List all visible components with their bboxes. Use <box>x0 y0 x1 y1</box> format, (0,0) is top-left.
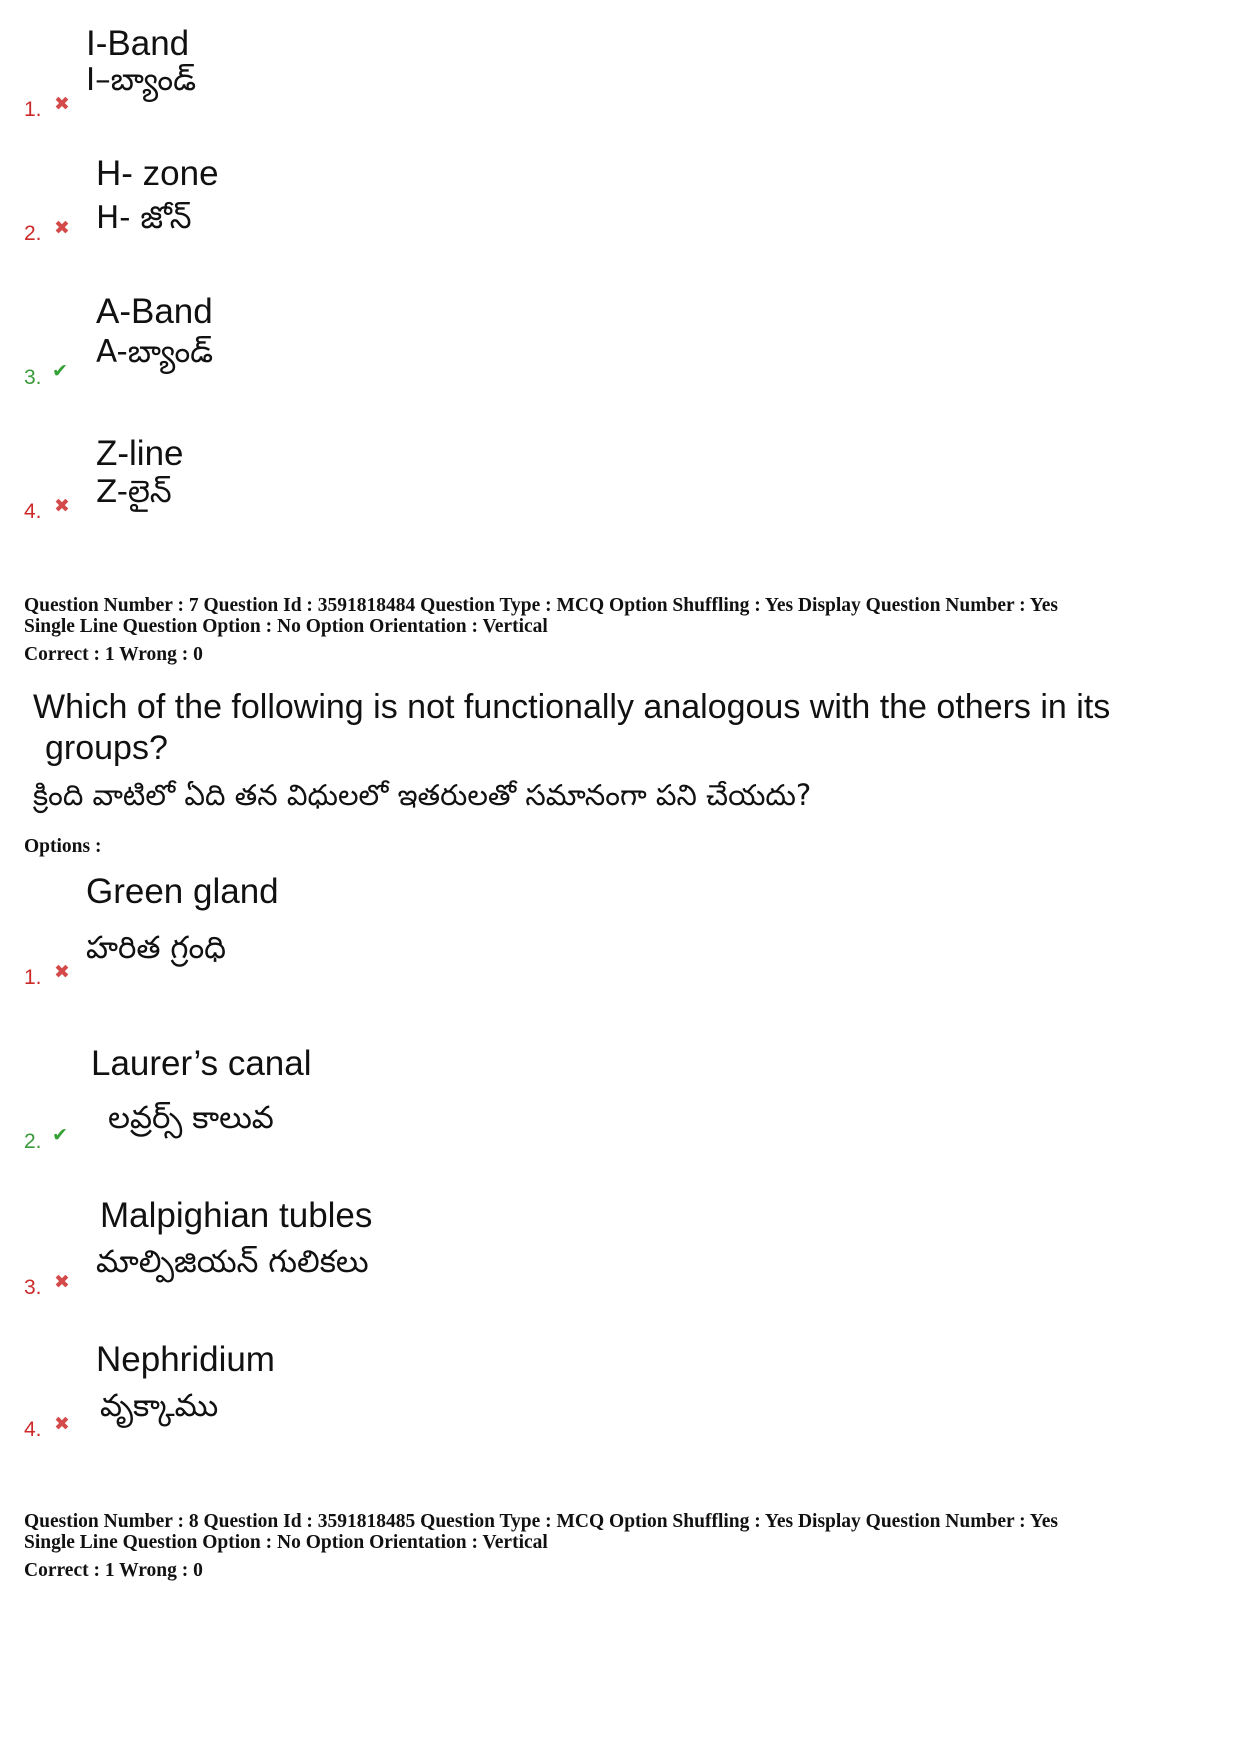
option-text-en: Malpighian tubles <box>100 1196 373 1235</box>
wrong-mark-icon: ✖ <box>54 961 70 983</box>
option-text-en: Laurer’s canal <box>91 1044 312 1083</box>
wrong-mark-icon: ✖ <box>54 1413 70 1435</box>
option-number: 4. <box>24 500 42 523</box>
option-text-te: A-బ్యాండ్ <box>96 334 214 370</box>
question-marks: Correct : 1 Wrong : 0 <box>24 1560 203 1581</box>
option-text-en: H- zone <box>96 154 219 193</box>
question-meta-line-2: Single Line Question Option : No Option Orientation : Vertical <box>24 1532 548 1553</box>
question-meta-line-1: Question Number : 7 Question Id : 3591818484 Question Type : MCQ Option Shuffling : Yes Display Question Number : Yes <box>24 595 1058 616</box>
correct-check-icon: ✔ <box>52 360 68 382</box>
option-number: 3. <box>24 1276 42 1299</box>
question-text-te: క్రింది వాటిలో ఏది తన విధులలో ఇతరులతో సమానంగా పని చేయదు? <box>33 778 812 812</box>
option-number: 1. <box>24 98 42 121</box>
wrong-mark-icon: ✖ <box>54 1271 70 1293</box>
option-text-te: H- జోన్ <box>96 200 192 236</box>
option-text-en: I-Band <box>86 24 190 63</box>
option-number: 1. <box>24 966 42 989</box>
option-text-te: Z-లైన్ <box>96 474 172 510</box>
option-number: 4. <box>24 1418 42 1441</box>
question-meta-line-2: Single Line Question Option : No Option Orientation : Vertical <box>24 616 548 637</box>
option-text-te: హరిత గ్రంధి <box>86 930 227 966</box>
options-label: Options : <box>24 836 102 857</box>
option-number: 3. <box>24 366 42 389</box>
option-text-te: మాల్పిజియన్ గులికలు <box>96 1244 369 1280</box>
option-text-te: వృక్కాము <box>100 1388 219 1424</box>
option-number: 2. <box>24 1130 42 1153</box>
option-number: 2. <box>24 222 42 245</box>
option-text-en: Nephridium <box>96 1340 275 1379</box>
wrong-mark-icon: ✖ <box>54 495 70 517</box>
question-text-en-line-1: Which of the following is not functionally analogous with the others in its <box>33 688 1111 726</box>
question-meta-line-1: Question Number : 8 Question Id : 3591818485 Question Type : MCQ Option Shuffling : Yes Display Question Number : Yes <box>24 1511 1058 1532</box>
option-text-en: Green gland <box>86 872 279 911</box>
question-marks: Correct : 1 Wrong : 0 <box>24 644 203 665</box>
question-text-en-line-2: groups? <box>45 729 168 767</box>
option-text-te: I–బ్యాండ్ <box>86 62 197 98</box>
wrong-mark-icon: ✖ <box>54 217 70 239</box>
option-text-te: లవ్రర్స్ కాలువ <box>108 1100 274 1136</box>
wrong-mark-icon: ✖ <box>54 93 70 115</box>
correct-check-icon: ✔ <box>52 1124 68 1146</box>
option-text-en: Z-line <box>96 434 184 473</box>
option-text-en: A-Band <box>96 292 213 331</box>
